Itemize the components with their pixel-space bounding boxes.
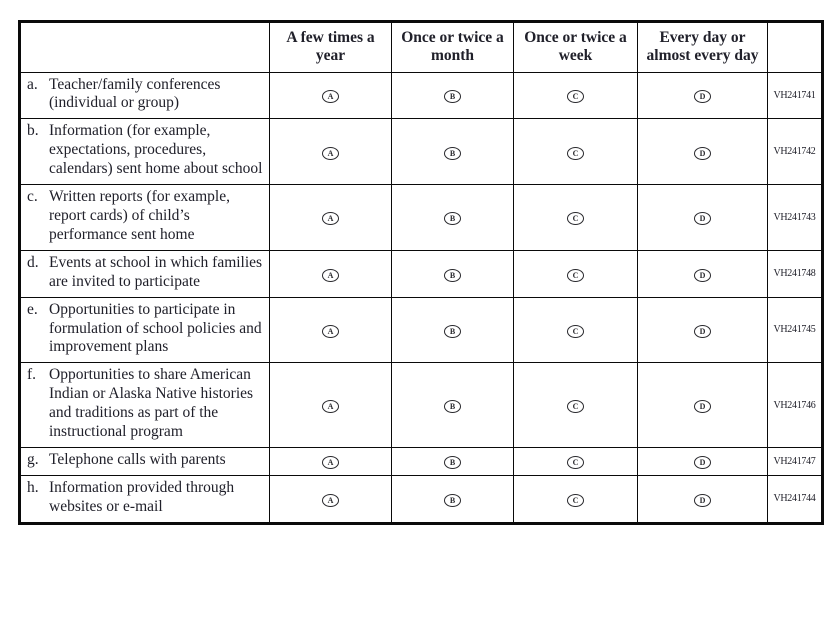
row-label: Written reports (for example, report cards) of child’s performance sent home	[49, 188, 230, 243]
option-bubble-c[interactable]: C	[567, 90, 584, 103]
option-cell-a	[270, 250, 392, 297]
frequency-survey-table	[18, 20, 824, 525]
row-code: VH241743	[768, 185, 823, 251]
option-bubble-c[interactable]: C	[567, 494, 584, 507]
option-bubble-a[interactable]: A	[322, 400, 339, 413]
row-code: VH241741	[768, 72, 823, 119]
header-empty-cell	[20, 22, 270, 73]
option-bubble-d[interactable]: D	[694, 90, 711, 103]
option-bubble-b[interactable]: B	[444, 147, 461, 160]
row-letter: a.	[27, 75, 38, 93]
option-cell-b	[392, 297, 514, 363]
option-bubble-b[interactable]: B	[444, 90, 461, 103]
table-row	[20, 297, 823, 363]
option-bubble-d[interactable]: D	[694, 456, 711, 469]
row-letter: b.	[27, 122, 39, 140]
row-label: Information provided through websites or e-mail	[49, 478, 235, 515]
row-label-cell	[20, 250, 270, 297]
option-bubble-a[interactable]: A	[322, 147, 339, 160]
option-bubble-d[interactable]: D	[694, 212, 711, 225]
row-code: VH241747	[768, 447, 823, 475]
option-bubble-c[interactable]: C	[567, 147, 584, 160]
option-cell-b	[392, 363, 514, 448]
row-label: Events at school in which families are invited to participate	[49, 253, 263, 290]
option-bubble-c[interactable]: C	[567, 212, 584, 225]
option-cell-d	[638, 297, 768, 363]
row-label: Opportunities to share American Indian or Alaska Native histories and traditions as part of the instructional program	[49, 366, 254, 441]
option-cell-d	[638, 119, 768, 185]
row-label: Telephone calls with parents	[49, 450, 226, 468]
option-cell-c	[514, 447, 638, 475]
row-letter: g.	[27, 450, 39, 468]
option-bubble-a[interactable]: A	[322, 456, 339, 469]
row-letter: d.	[27, 253, 39, 271]
option-bubble-a[interactable]: A	[322, 325, 339, 338]
option-cell-a	[270, 475, 392, 523]
header-col-once-twice-week: Once or twice a week	[514, 22, 638, 73]
option-cell-b	[392, 475, 514, 523]
option-cell-c	[514, 119, 638, 185]
row-label-cell	[20, 72, 270, 119]
option-cell-a	[270, 185, 392, 251]
row-letter: h.	[27, 478, 39, 496]
header-col-once-twice-month: Once or twice a month	[392, 22, 514, 73]
option-bubble-b[interactable]: B	[444, 400, 461, 413]
row-label: Information (for example, expectations, procedures, calendars) sent home about school	[49, 122, 263, 178]
row-code: VH241745	[768, 297, 823, 363]
row-code: VH241748	[768, 250, 823, 297]
option-bubble-b[interactable]: B	[444, 212, 461, 225]
option-cell-b	[392, 72, 514, 119]
option-cell-d	[638, 363, 768, 448]
option-bubble-b[interactable]: B	[444, 494, 461, 507]
row-code: VH241742	[768, 119, 823, 185]
option-bubble-b[interactable]: B	[444, 269, 461, 282]
option-cell-d	[638, 475, 768, 523]
row-letter: e.	[27, 300, 38, 318]
table-row	[20, 119, 823, 185]
table-row	[20, 363, 823, 448]
option-bubble-a[interactable]: A	[322, 494, 339, 507]
table-row	[20, 72, 823, 119]
option-cell-c	[514, 72, 638, 119]
table-row	[20, 475, 823, 523]
option-bubble-a[interactable]: A	[322, 269, 339, 282]
option-cell-a	[270, 72, 392, 119]
option-cell-c	[514, 297, 638, 363]
option-cell-c	[514, 363, 638, 448]
option-bubble-c[interactable]: C	[567, 269, 584, 282]
option-cell-a	[270, 363, 392, 448]
option-cell-b	[392, 119, 514, 185]
row-label-cell	[20, 119, 270, 185]
option-bubble-c[interactable]: C	[567, 325, 584, 338]
row-label-cell	[20, 447, 270, 475]
row-label-cell	[20, 363, 270, 448]
header-col-few-times-a-year: A few times a year	[270, 22, 392, 73]
option-cell-a	[270, 447, 392, 475]
option-cell-a	[270, 297, 392, 363]
option-cell-d	[638, 185, 768, 251]
row-letter: c.	[27, 188, 38, 206]
option-cell-d	[638, 72, 768, 119]
header-code-cell	[768, 22, 823, 73]
row-label-cell	[20, 297, 270, 363]
row-label: Teacher/family conferences (individual or group)	[49, 75, 221, 112]
option-bubble-c[interactable]: C	[567, 456, 584, 469]
table-row	[20, 250, 823, 297]
header-col-every-day: Every day or almost every day	[638, 22, 768, 73]
row-letter: f.	[27, 366, 37, 384]
option-cell-d	[638, 447, 768, 475]
row-label-cell	[20, 475, 270, 523]
table-row	[20, 185, 823, 251]
option-bubble-d[interactable]: D	[694, 147, 711, 160]
option-cell-b	[392, 447, 514, 475]
option-bubble-c[interactable]: C	[567, 400, 584, 413]
option-bubble-a[interactable]: A	[322, 90, 339, 103]
option-cell-d	[638, 250, 768, 297]
option-bubble-a[interactable]: A	[322, 212, 339, 225]
row-label-cell	[20, 185, 270, 251]
table-body	[20, 72, 823, 523]
table-row	[20, 447, 823, 475]
option-cell-a	[270, 119, 392, 185]
option-bubble-d[interactable]: D	[694, 269, 711, 282]
option-cell-b	[392, 185, 514, 251]
row-code: VH241744	[768, 475, 823, 523]
option-cell-b	[392, 250, 514, 297]
row-label: Opportunities to participate in formulation of school policies and improvement plans	[49, 300, 262, 356]
option-bubble-b[interactable]: B	[444, 456, 461, 469]
option-bubble-d[interactable]: D	[694, 494, 711, 507]
header-row	[20, 22, 823, 73]
option-cell-c	[514, 475, 638, 523]
option-cell-c	[514, 185, 638, 251]
option-bubble-d[interactable]: D	[694, 325, 711, 338]
option-bubble-d[interactable]: D	[694, 400, 711, 413]
row-code: VH241746	[768, 363, 823, 448]
option-bubble-b[interactable]: B	[444, 325, 461, 338]
option-cell-c	[514, 250, 638, 297]
